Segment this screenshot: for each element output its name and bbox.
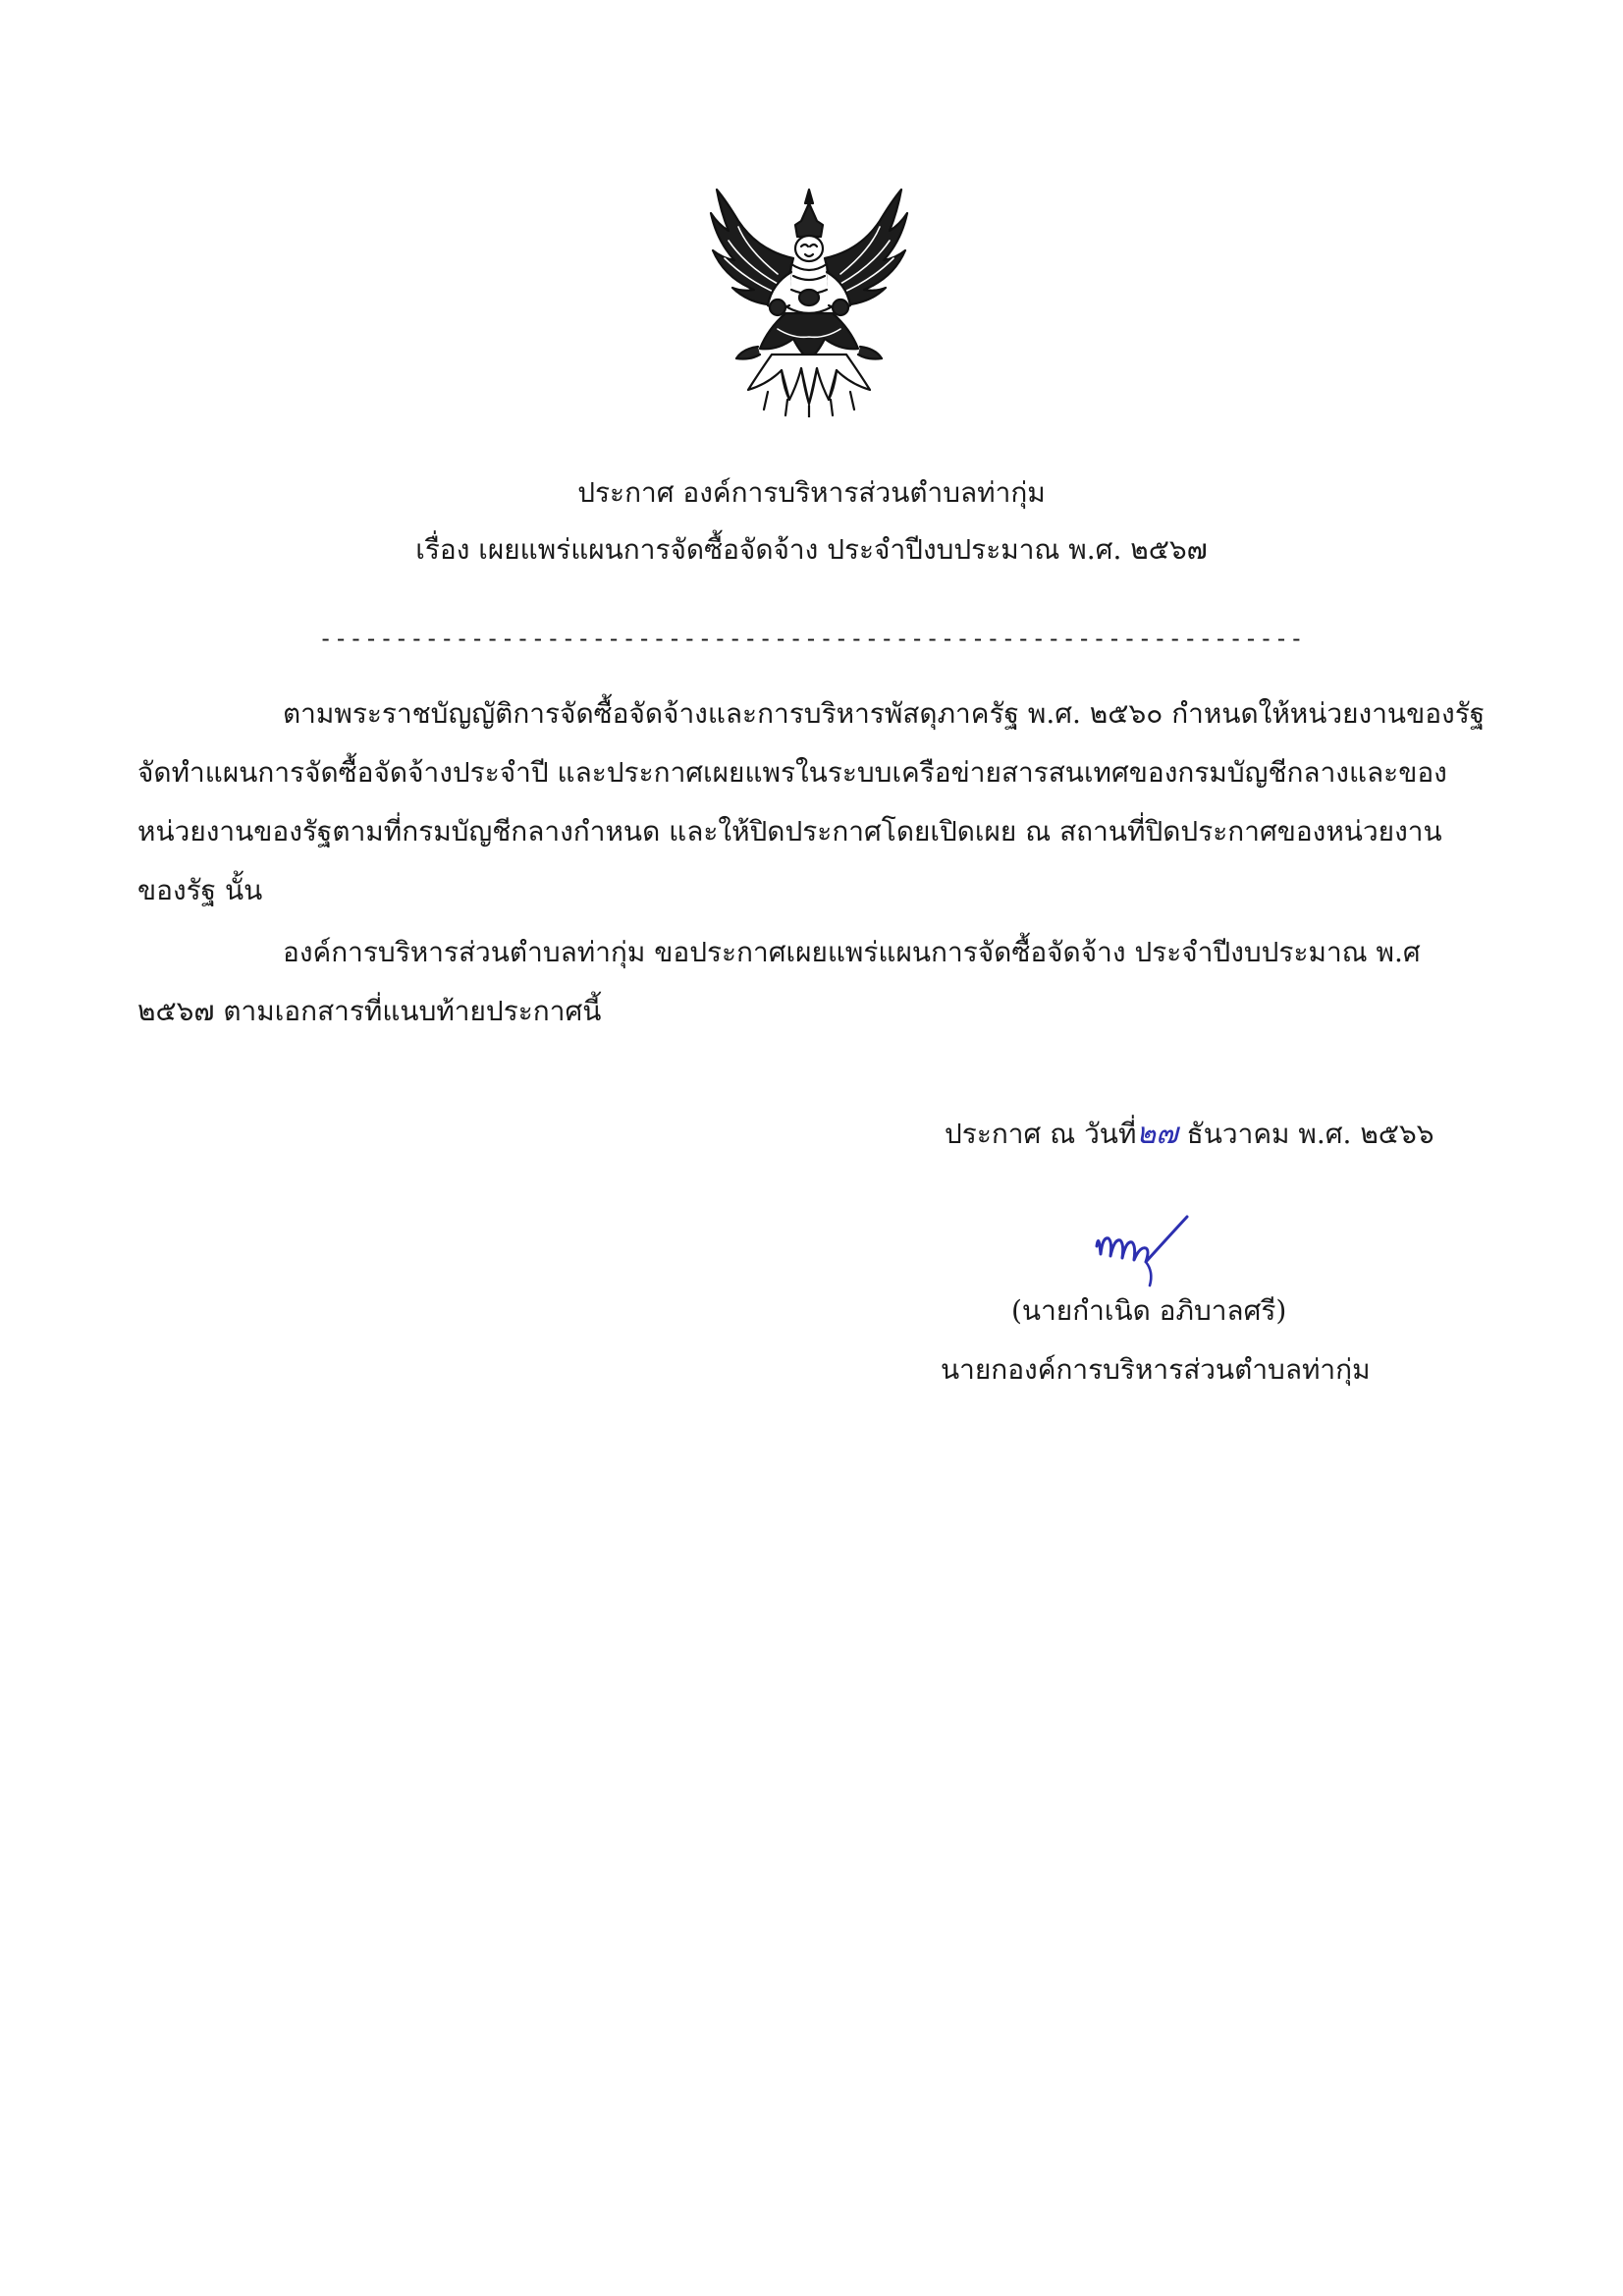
paragraph1-line1: ตามพระราชบัญญัติการจัดซื้อจัดจ้างและการบริหารพัสดุภาครัฐ พ.ศ. ๒๕๖๐ กำหนดให้หน่วยงานของรัฐ: [283, 697, 1486, 730]
announcement-subject: เรื่อง เผยแพร่แผนการจัดซื้อจัดจ้าง ประจำปีงบประมาณ พ.ศ. ๒๕๖๗: [415, 533, 1208, 566]
divider-line: -----------------------------------------------------------------: [318, 625, 1305, 652]
announcement-date: [945, 1115, 1434, 1154]
date-prefix: ประกาศ ณ วันที่: [945, 1118, 1137, 1150]
paragraph2-line1: องค์การบริหารส่วนตำบลท่ากุ่ม ขอประกาศเผยแพร่แผนการจัดซื้อจัดจ้าง ประจำปีงบประมาณ พ.ศ: [283, 936, 1421, 968]
signatory-title: นายกองค์การบริหารส่วนตำบลท่ากุ่ม: [941, 1353, 1371, 1386]
paragraph1-line4: ของรัฐ นั้น: [137, 874, 263, 906]
garuda-emblem-icon: [699, 182, 920, 417]
paragraph1-line3: หน่วยงานของรัฐตามที่กรมบัญชีกลางกำหนด และให้ปิดประกาศโดยเปิดเผย ณ สถานที่ปิดประกาศของหน่วยงาน: [137, 815, 1442, 847]
signatory-name: (นายกำเนิด อภิบาลศรี): [1011, 1294, 1287, 1327]
announcement-title: ประกาศ องค์การบริหารส่วนตำบลท่ากุ่ม: [577, 476, 1046, 509]
paragraph2-line2: ๒๕๖๗ ตามเอกสารที่แนบท้ายประกาศนี้: [137, 995, 602, 1027]
paragraph1-line2: จัดทำแผนการจัดซื้อจัดจ้างประจำปี และประกาศเผยแพรในระบบเครือข่ายสารสนเทศของกรมบัญชีกลางและของ: [137, 756, 1447, 789]
date-day-handwritten: ๒๗: [1136, 1117, 1178, 1151]
date-suffix: ธันวาคม พ.ศ. ๒๕๖๖: [1177, 1118, 1434, 1150]
signature-mark: [1085, 1203, 1232, 1291]
